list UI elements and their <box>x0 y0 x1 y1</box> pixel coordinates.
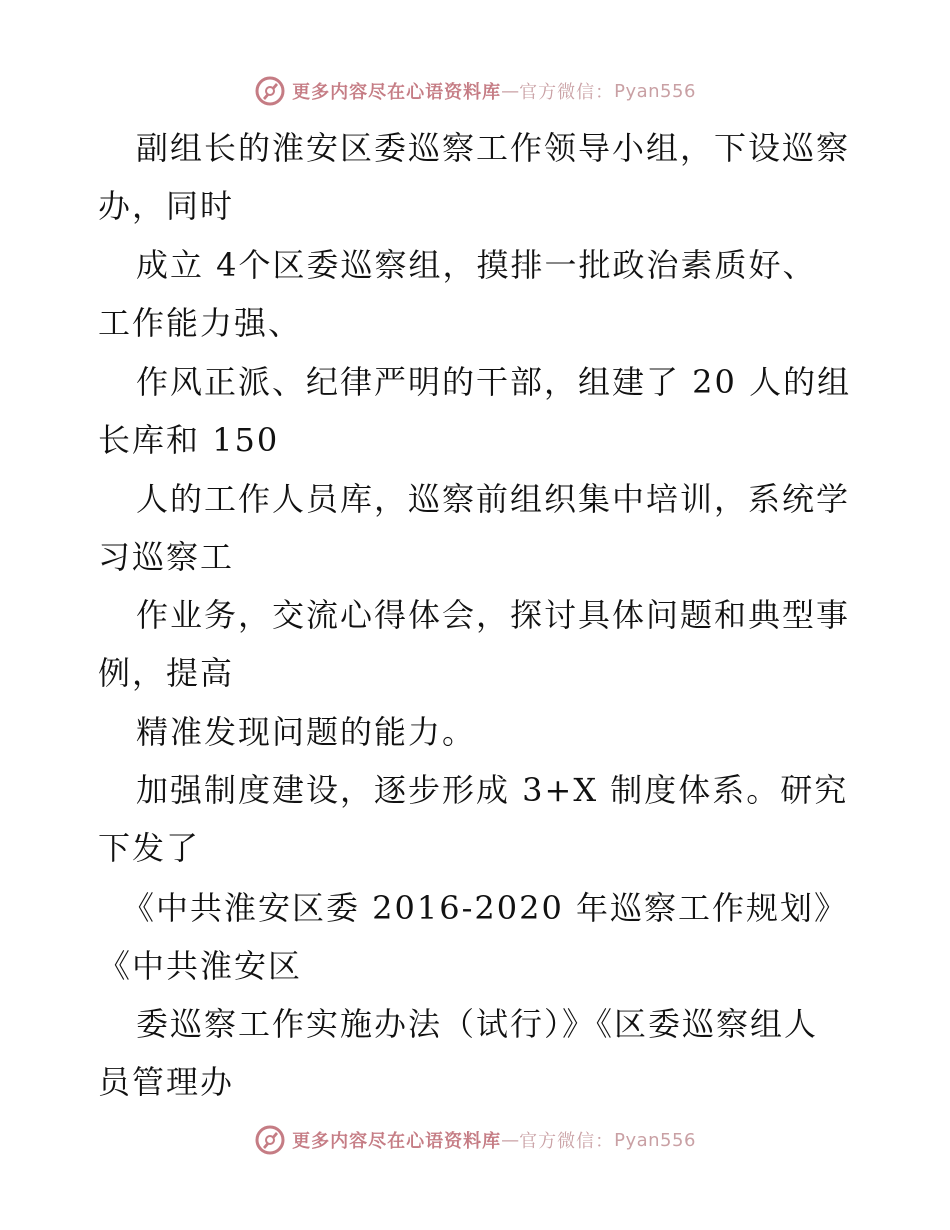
banner-wechat-label: 官方微信： <box>519 1131 615 1152</box>
banner-separator: — <box>501 80 520 102</box>
banner-brand-text: 更多内容尽在心语资料库 <box>292 82 502 103</box>
text-line: 精准发现问题的能力。 <box>136 713 477 751</box>
text-line: 作风正派、纪律严明的干部，组建了 20 人的组 <box>136 363 852 401</box>
text-line: 成立 4个区委巡察组，摸排一批政治素质好、 <box>136 246 817 284</box>
text-line: 办，同时 <box>98 187 235 225</box>
banner-wechat-handle: Pyan556 <box>614 1129 696 1151</box>
quill-logo-icon <box>254 75 286 107</box>
text-line: 工作能力强、 <box>98 304 303 342</box>
text-line: 副组长的淮安区委巡察工作领导小组，下设巡察 <box>136 129 851 167</box>
text-line: 下发了 <box>98 829 201 867</box>
banner-separator: — <box>501 1129 520 1151</box>
text-line: 习巡察工 <box>98 538 235 576</box>
header-watermark-banner <box>0 71 950 111</box>
text-line: 员管理办 <box>98 1063 235 1101</box>
text-line: 委巡察工作实施办法（试行）》《区委巡察组人 <box>136 1005 819 1043</box>
text-line: 作业务，交流心得体会，探讨具体问题和典型事 <box>136 596 851 634</box>
text-line: 长库和 150 <box>98 421 280 459</box>
footer-watermark-banner <box>0 1120 950 1160</box>
text-line: 《中共淮安区委 2016-2020 年巡察工作规划》 <box>122 889 849 927</box>
text-line: 例，提高 <box>98 654 235 692</box>
text-line: 《中共淮安区 <box>98 947 303 985</box>
text-line: 人的工作人员库，巡察前组织集中培训，系统学 <box>136 480 851 518</box>
banner-brand-text: 更多内容尽在心语资料库 <box>292 1131 502 1152</box>
text-line: 加强制度建设，逐步形成 3+X 制度体系。研究 <box>136 771 849 809</box>
quill-logo-icon <box>254 1124 286 1156</box>
banner-wechat-handle: Pyan556 <box>614 80 696 102</box>
banner-wechat-label: 官方微信： <box>519 82 615 103</box>
